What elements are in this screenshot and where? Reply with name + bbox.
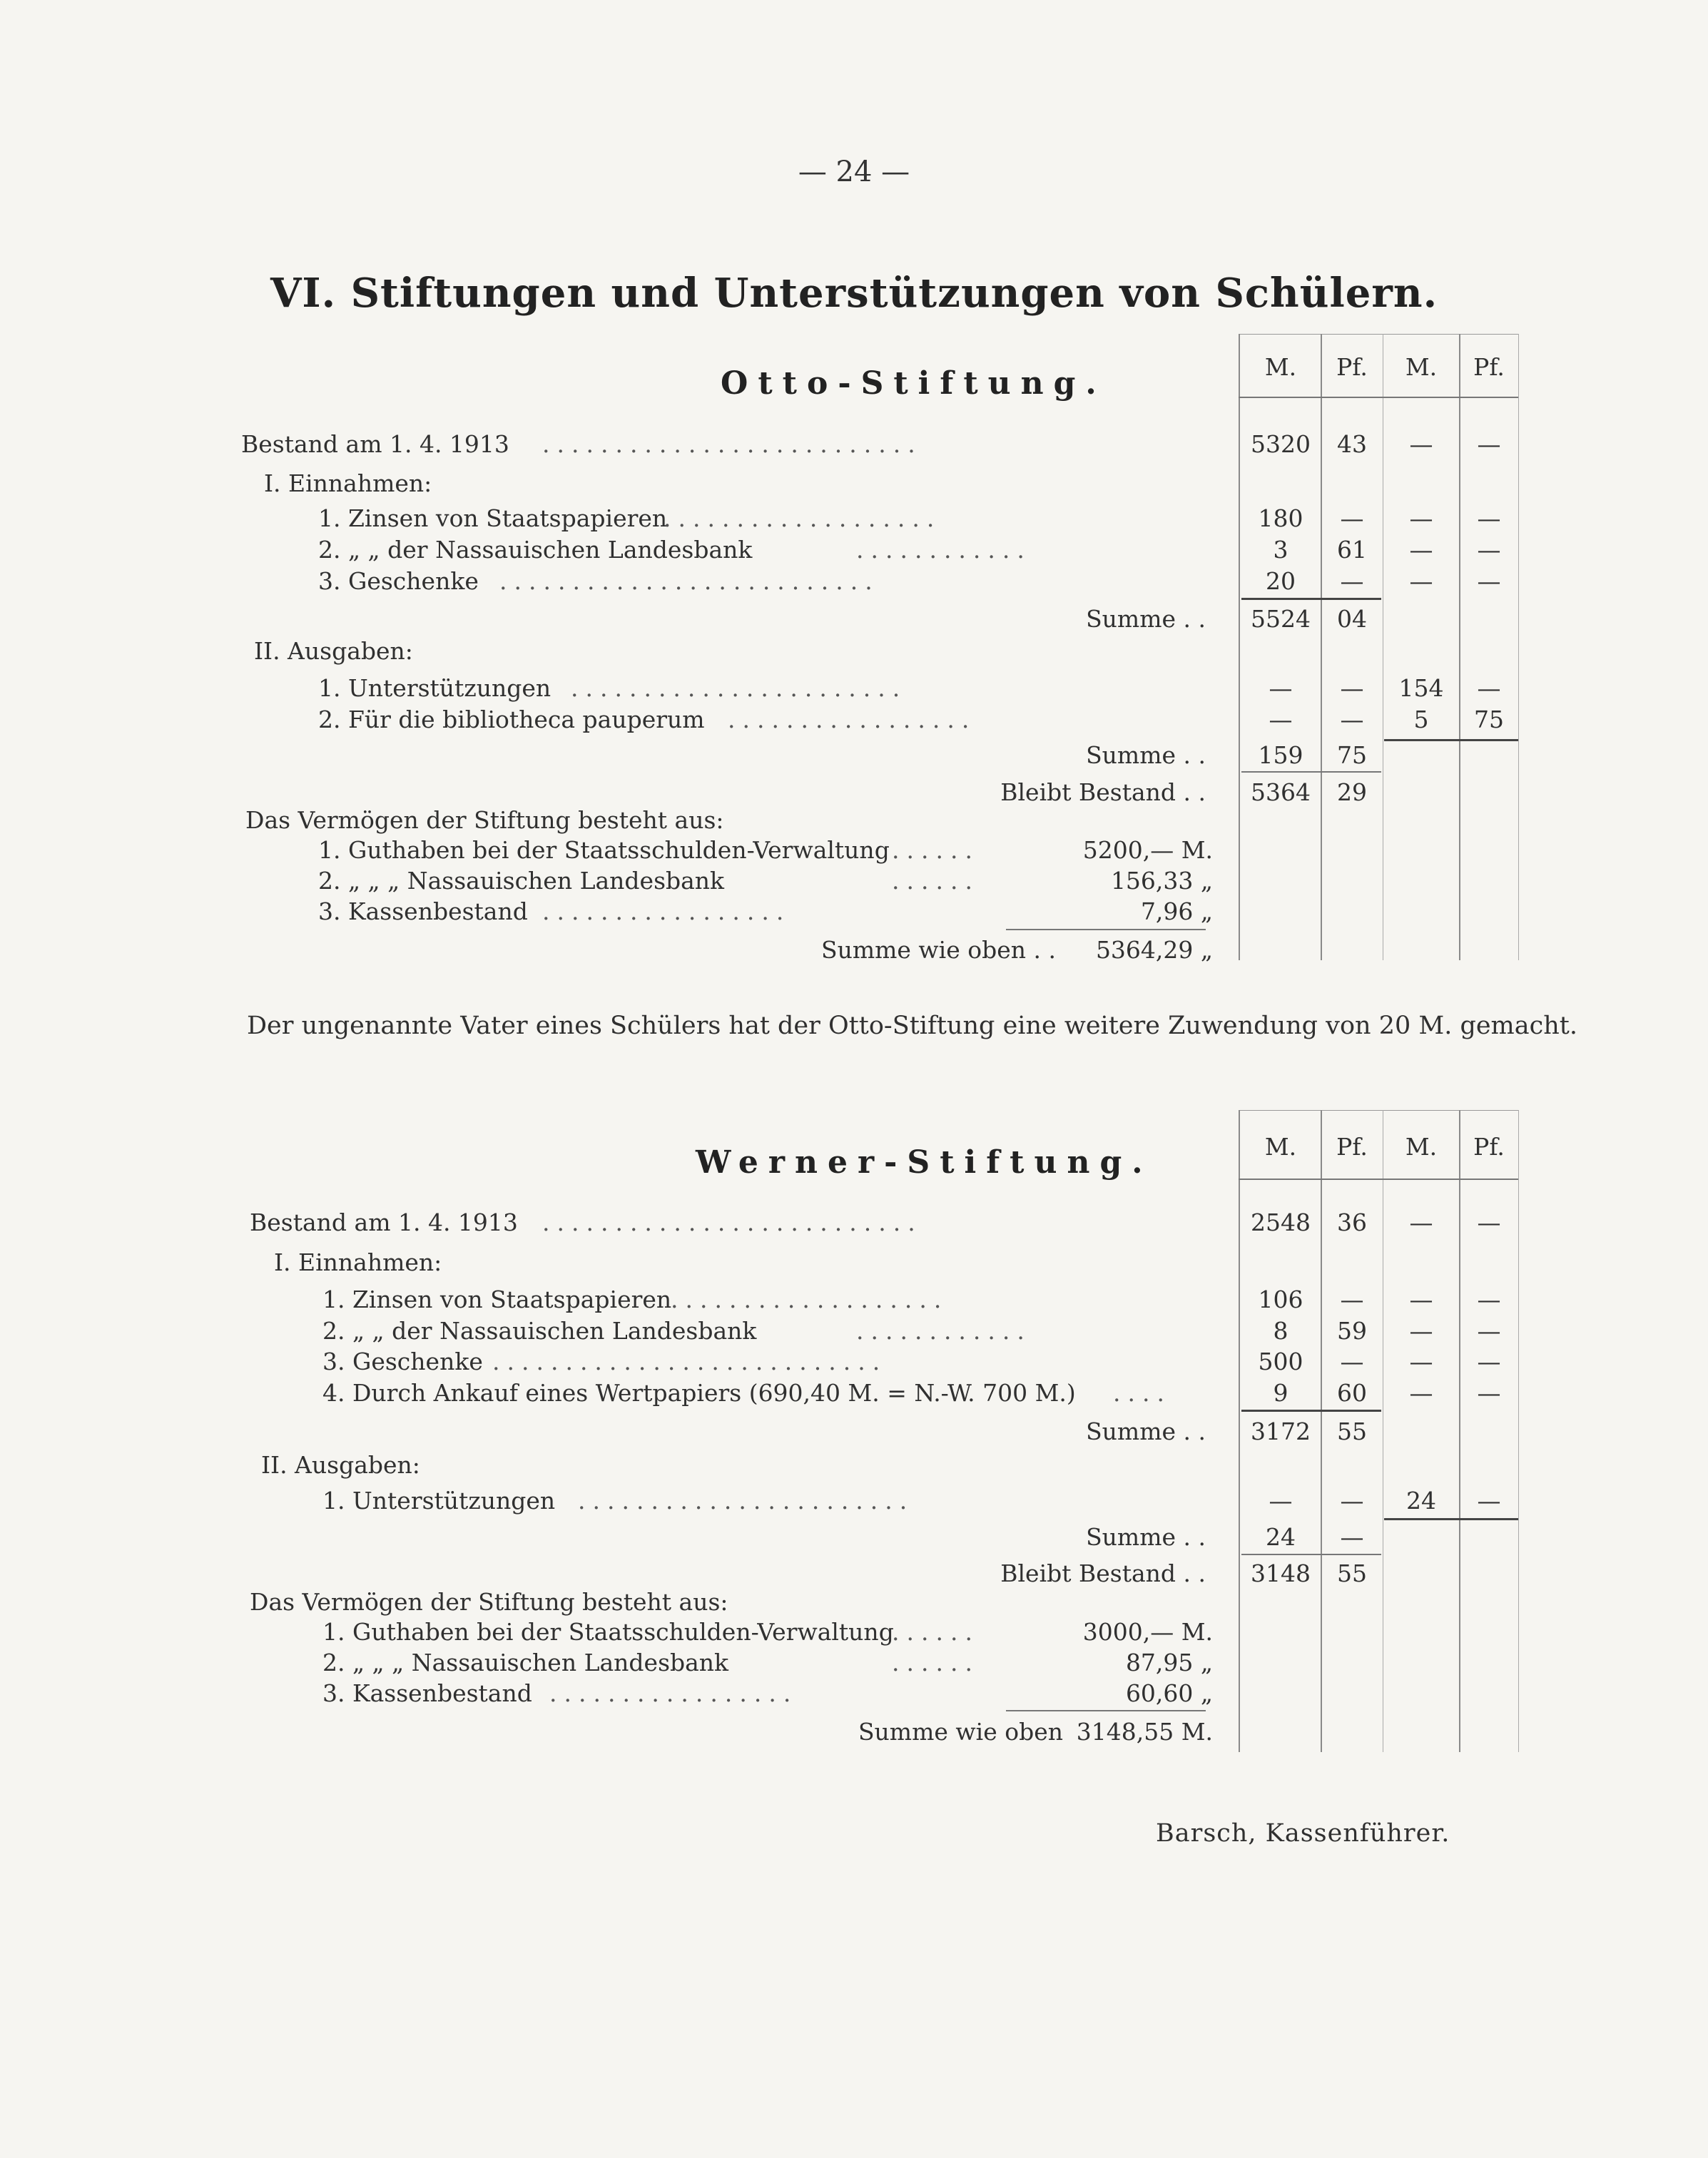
signature: Barsch, Kassenführer. <box>1156 1819 1450 1848</box>
header-m1: M. <box>1264 353 1297 381</box>
einnahmen-heading: I. Einnahmen: <box>264 469 432 497</box>
ausgaben-heading: II. Ausgaben: <box>254 637 413 665</box>
header-pf2: Pf. <box>1473 1133 1505 1161</box>
header-m2: M. <box>1405 353 1438 381</box>
vermoegen-heading: Das Vermögen der Stiftung besteht aus: <box>245 806 724 834</box>
page-title: VI. Stiftungen und Unterstützungen von Schülern. <box>270 270 1438 317</box>
header-pf1: Pf. <box>1336 1133 1368 1161</box>
vermoegen-heading: Das Vermögen der Stiftung besteht aus: <box>250 1588 728 1616</box>
ausgaben-heading: II. Ausgaben: <box>261 1451 420 1479</box>
note-text: Der ungenannte Vater eines Schülers hat der Otto-Stiftung eine weitere Zuwendung von 20 M. gemacht. <box>247 1012 1577 1040</box>
werner-title: Werner-Stiftung. <box>696 1144 1153 1181</box>
header-pf2: Pf. <box>1473 353 1505 381</box>
header-m1: M. <box>1264 1133 1297 1161</box>
header-m2: M. <box>1405 1133 1438 1161</box>
header-pf1: Pf. <box>1336 353 1368 381</box>
otto-title: Otto-Stiftung. <box>721 365 1107 402</box>
page-number: — 24 — <box>798 156 910 188</box>
einnahmen-heading: I. Einnahmen: <box>274 1248 442 1276</box>
